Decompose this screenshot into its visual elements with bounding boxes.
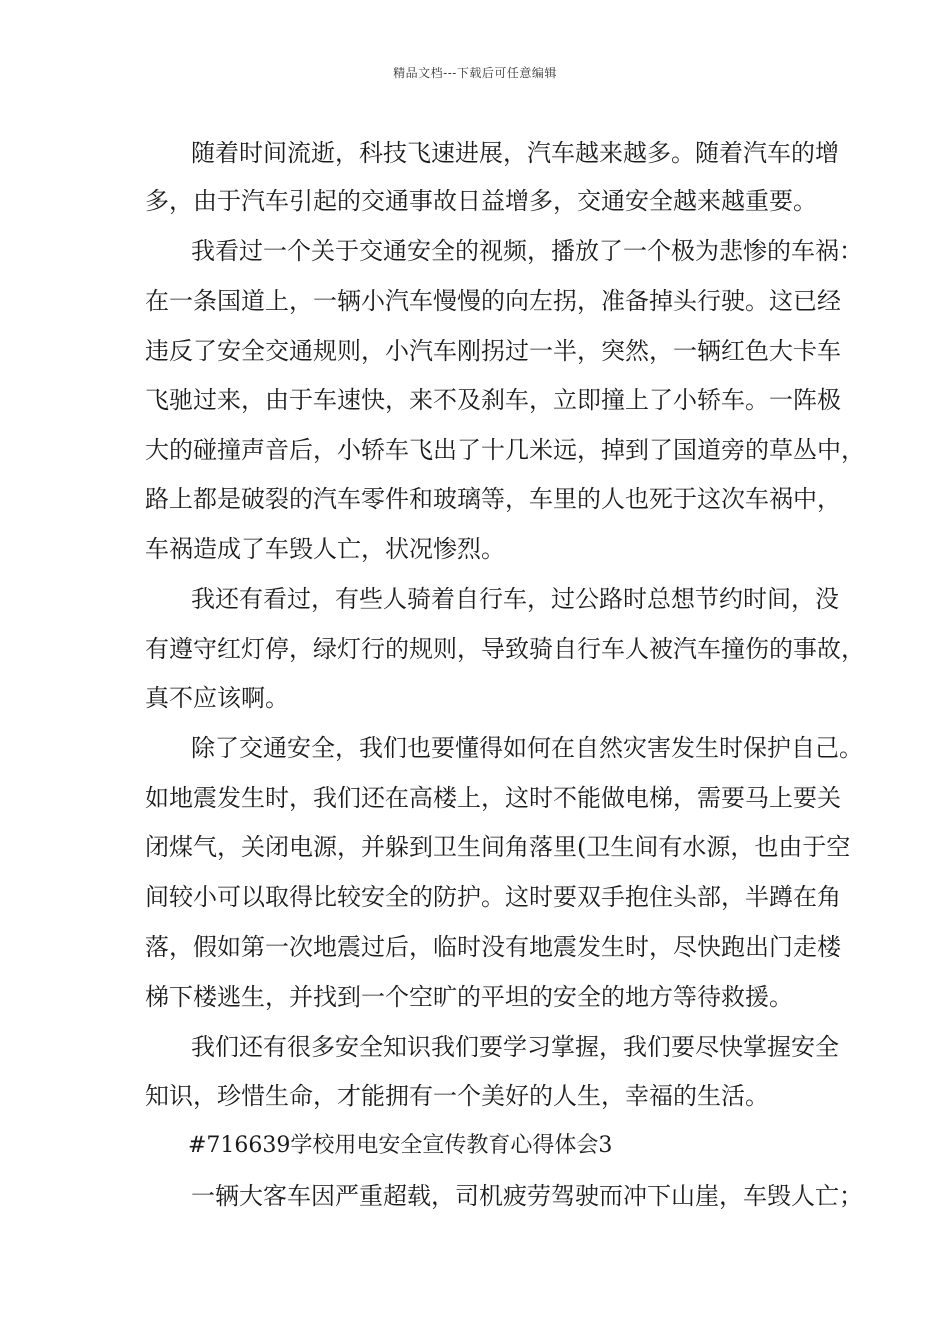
text-line: 车祸造成了车毁人亡，状况惨烈。: [145, 535, 505, 563]
text-line: 如地震发生时，我们还在高楼上，这时不能做电梯，需要马上要关: [145, 784, 841, 812]
text-line: 路上都是破裂的汽车零件和玻璃等，车里的人也死于这次车祸中，: [145, 485, 841, 513]
text-line: 在一条国道上，一辆小汽车慢慢的向左拐，准备掉头行驶。这已经: [145, 287, 841, 315]
text-line: 真不应该啊。: [145, 684, 289, 712]
text-line: 多，由于汽车引起的交通事故日益增多，交通安全越来越重要。: [145, 187, 817, 215]
text-line: 有遵守红灯停，绿灯行的规则，导致骑自行车人被汽车撞伤的事故，: [145, 635, 865, 663]
text-line: 知识，珍惜生命，才能拥有一个美好的人生，幸福的生活。: [145, 1082, 769, 1110]
text-line: 梯下楼逃生，并找到一个空旷的平坦的安全的地方等待救援。: [145, 983, 793, 1011]
text-line: 我们还有很多安全知识我们要学习掌握，我们要尽快掌握安全: [191, 1033, 839, 1061]
text-line: 落，假如第一次地震过后，临时没有地震发生时，尽快跑出门走楼: [145, 933, 841, 961]
text-line: 大的碰撞声音后，小轿车飞出了十几米远，掉到了国道旁的草丛中，: [145, 436, 865, 464]
text-line: 间较小可以取得比较安全的防护。这时要双手抱住头部，半蹲在角: [145, 883, 841, 911]
text-line: 随着时间流逝，科技飞速进展，汽车越来越多。随着汽车的增: [191, 139, 839, 167]
page-header: 精品文档---下载后可任意编辑: [393, 66, 557, 80]
text-line: 一辆大客车因严重超载，司机疲劳驾驶而冲下山崖，车毁人亡；: [191, 1182, 863, 1210]
text-line: 我看过一个关于交通安全的视频，播放了一个极为悲惨的车祸：: [191, 237, 863, 265]
text-line: 闭煤气，关闭电源，并躲到卫生间角落里(卫生间有水源，也由于空: [145, 833, 851, 861]
text-line: 飞驰过来，由于车速快，来不及刹车，立即撞上了小轿车。一阵极: [145, 386, 841, 414]
text-line: 除了交通安全，我们也要懂得如何在自然灾害发生时保护自己。: [191, 734, 863, 762]
text-line: 违反了安全交通规则，小汽车刚拐过一半，突然，一辆红色大卡车: [145, 337, 841, 365]
section-heading: #716639学校用电安全宣传教育心得体会3: [188, 1133, 613, 1158]
text-line: 我还有看过，有些人骑着自行车，过公路时总想节约时间，没: [191, 585, 839, 613]
